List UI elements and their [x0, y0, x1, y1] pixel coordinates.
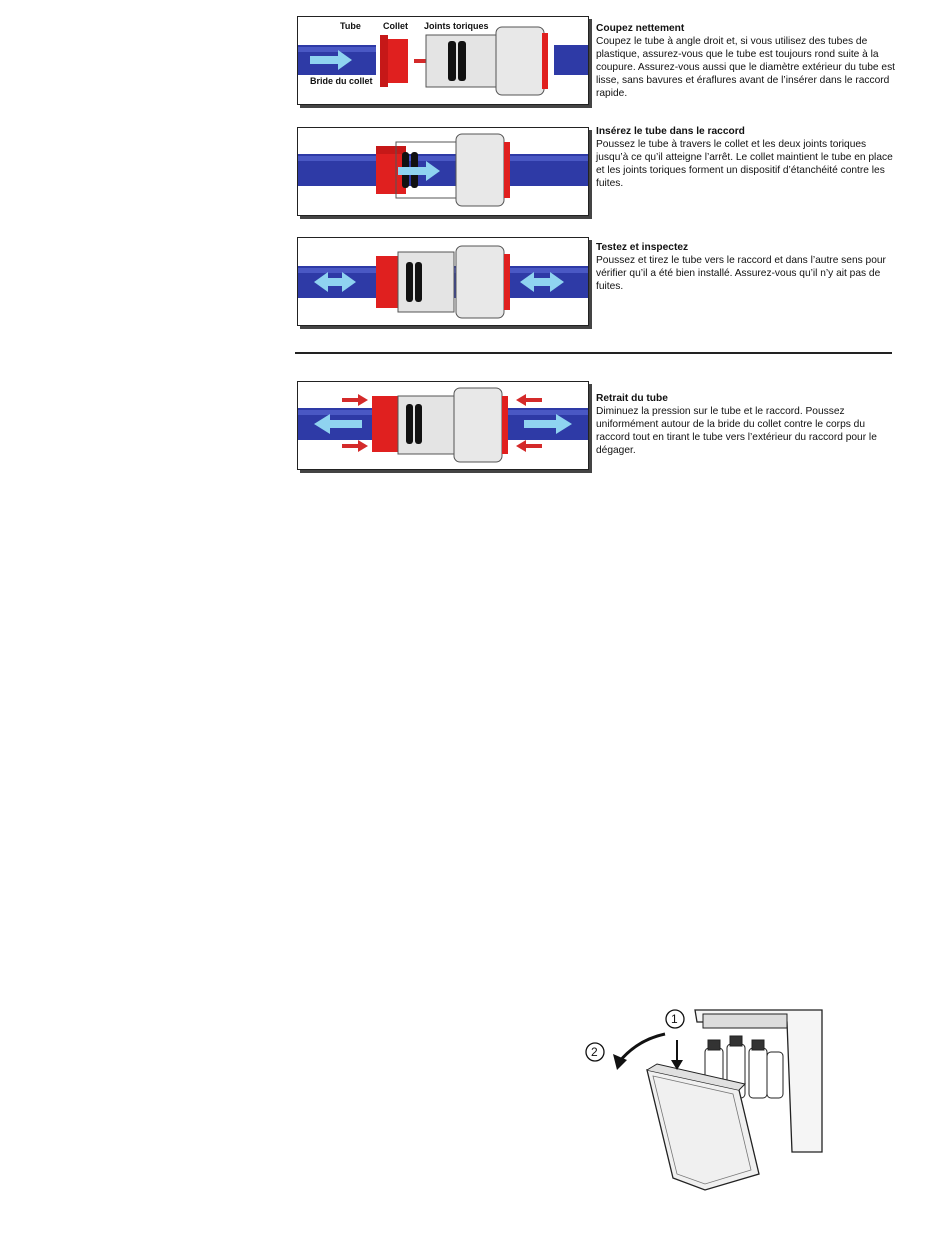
marker-1-label: 1: [671, 1012, 678, 1026]
label-orings: Joints toriques: [424, 21, 489, 31]
label-collet-flange: Bride du collet: [310, 76, 373, 86]
step-body: Poussez le tube à travers le collet et les deux joints toriques jusqu’à ce qu’il atteigne l’arrêt. Le collet maintient le tube en place et les joints toriques forment un dispositif d’étanchéité contre les fuites.: [596, 139, 893, 189]
step-body: Coupez le tube à angle droit et, si vous utilisez des tubes de plastique, assurez-vous que le tube est toujours rond suite à la coupure. Assurez-vous aussi que le diamètre extérieur du tube est lisse, sans bavures et éraflures avant de l’insérer dans le raccord rapide.: [596, 36, 895, 99]
step-insert: [596, 125, 896, 190]
step-body: Diminuez la pression sur le tube et le raccord. Poussez uniformément autour de la bride du collet contre le corps du raccord tout en tirant le tube vers l’extérieur du raccord pour le dégager.: [596, 406, 877, 456]
cabinet-door-illustration: [577, 1002, 837, 1192]
figure-test-inspect: [297, 237, 589, 326]
figure-insert-tube: [297, 127, 589, 216]
step-title: Coupez nettement: [596, 23, 685, 34]
label-collet: Collet: [383, 21, 409, 31]
section-divider: [295, 352, 892, 354]
step-test: [596, 241, 896, 293]
marker-2-label: 2: [591, 1045, 598, 1059]
step-title: Insérez le tube dans le raccord: [596, 126, 745, 137]
figure-remove-tube: [297, 381, 589, 470]
step-body: Poussez et tirez le tube vers le raccord et dans l’autre sens pour vérifier qu’il a été bien installé. Assurez-vous qu’il n’y ait pas de fuites.: [596, 255, 886, 292]
label-tube: Tube: [340, 21, 361, 31]
step-cut: [596, 22, 896, 100]
step-remove: [596, 392, 896, 457]
step-title: Testez et inspectez: [596, 242, 689, 253]
step-title: Retrait du tube: [596, 393, 668, 404]
